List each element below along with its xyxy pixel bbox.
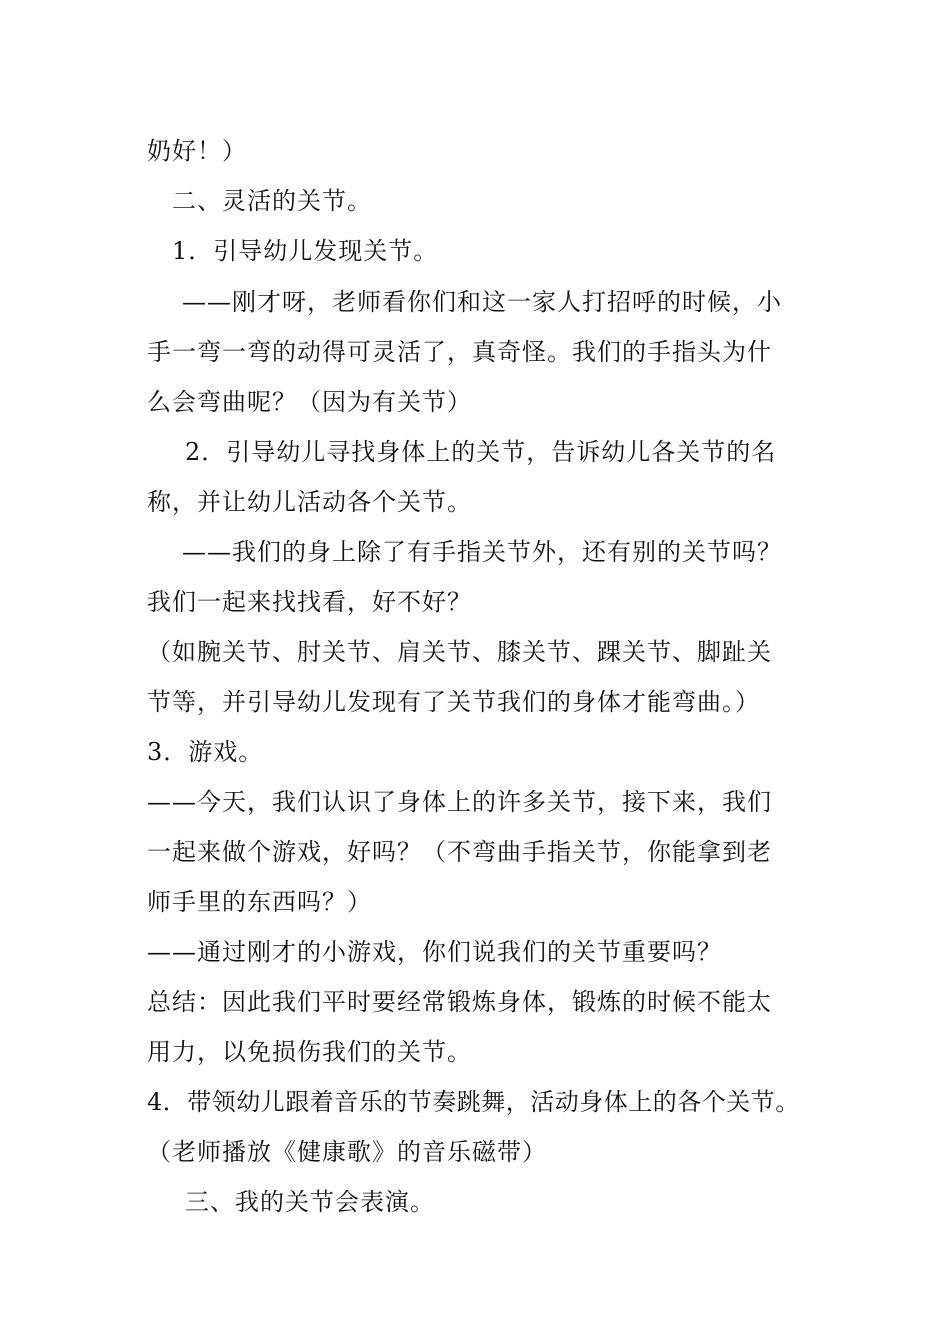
text-line-4: ——刚才呀，老师看你们和这一家人打招呼的时候，小 (182, 288, 782, 316)
text-line-15: 一起来做个游戏，好吗？（不弯曲手指关节，你能拿到老 (147, 838, 772, 866)
text-line-17: ——通过刚才的小游戏，你们说我们的关节重要吗？ (147, 938, 722, 966)
text-line-1: 奶好！） (147, 137, 247, 165)
text-line-6: 么会弯曲呢？（因为有关节） (147, 388, 472, 416)
text-line-12: 节等，并引导幼儿发现有了关节我们的身体才能弯曲。） (147, 688, 760, 716)
text-line-5: 手一弯一弯的动得可灵活了，真奇怪。我们的手指头为什 (147, 338, 772, 366)
section-heading-3: 三、我的关节会表演。 (185, 1188, 435, 1216)
text-line-18: 总结：因此我们平时要经常锻炼身体，锻炼的时候不能太 (147, 988, 772, 1016)
text-line-14: ——今天，我们认识了身体上的许多关节，接下来，我们 (147, 788, 772, 816)
subheading-2-2: 2．引导幼儿寻找身体上的关节，告诉幼儿各关节的名 (185, 438, 777, 466)
text-line-16: 师手里的东西吗？） (147, 888, 372, 916)
subheading-2-3: 3．游戏。 (147, 738, 264, 766)
section-heading-2: 二、灵活的关节。 (172, 187, 372, 215)
subheading-2-1: 1．引导幼儿发现关节。 (172, 237, 439, 265)
text-line-8: 称，并让幼儿活动各个关节。 (147, 488, 472, 516)
text-line-11: （如腕关节、肘关节、肩关节、膝关节、踝关节、脚趾关 (147, 638, 772, 666)
text-line-10: 我们一起来找找看，好不好？ (147, 588, 472, 616)
subheading-2-4: 4．带领幼儿跟着音乐的节奏跳舞，活动身体上的各个关节。 (147, 1088, 800, 1116)
text-line-21: （老师播放《健康歌》的音乐磁带） (147, 1138, 547, 1166)
text-line-19: 用力，以免损伤我们的关节。 (147, 1038, 472, 1066)
text-line-9: ——我们的身上除了有手指关节外，还有别的关节吗？ (182, 538, 782, 566)
